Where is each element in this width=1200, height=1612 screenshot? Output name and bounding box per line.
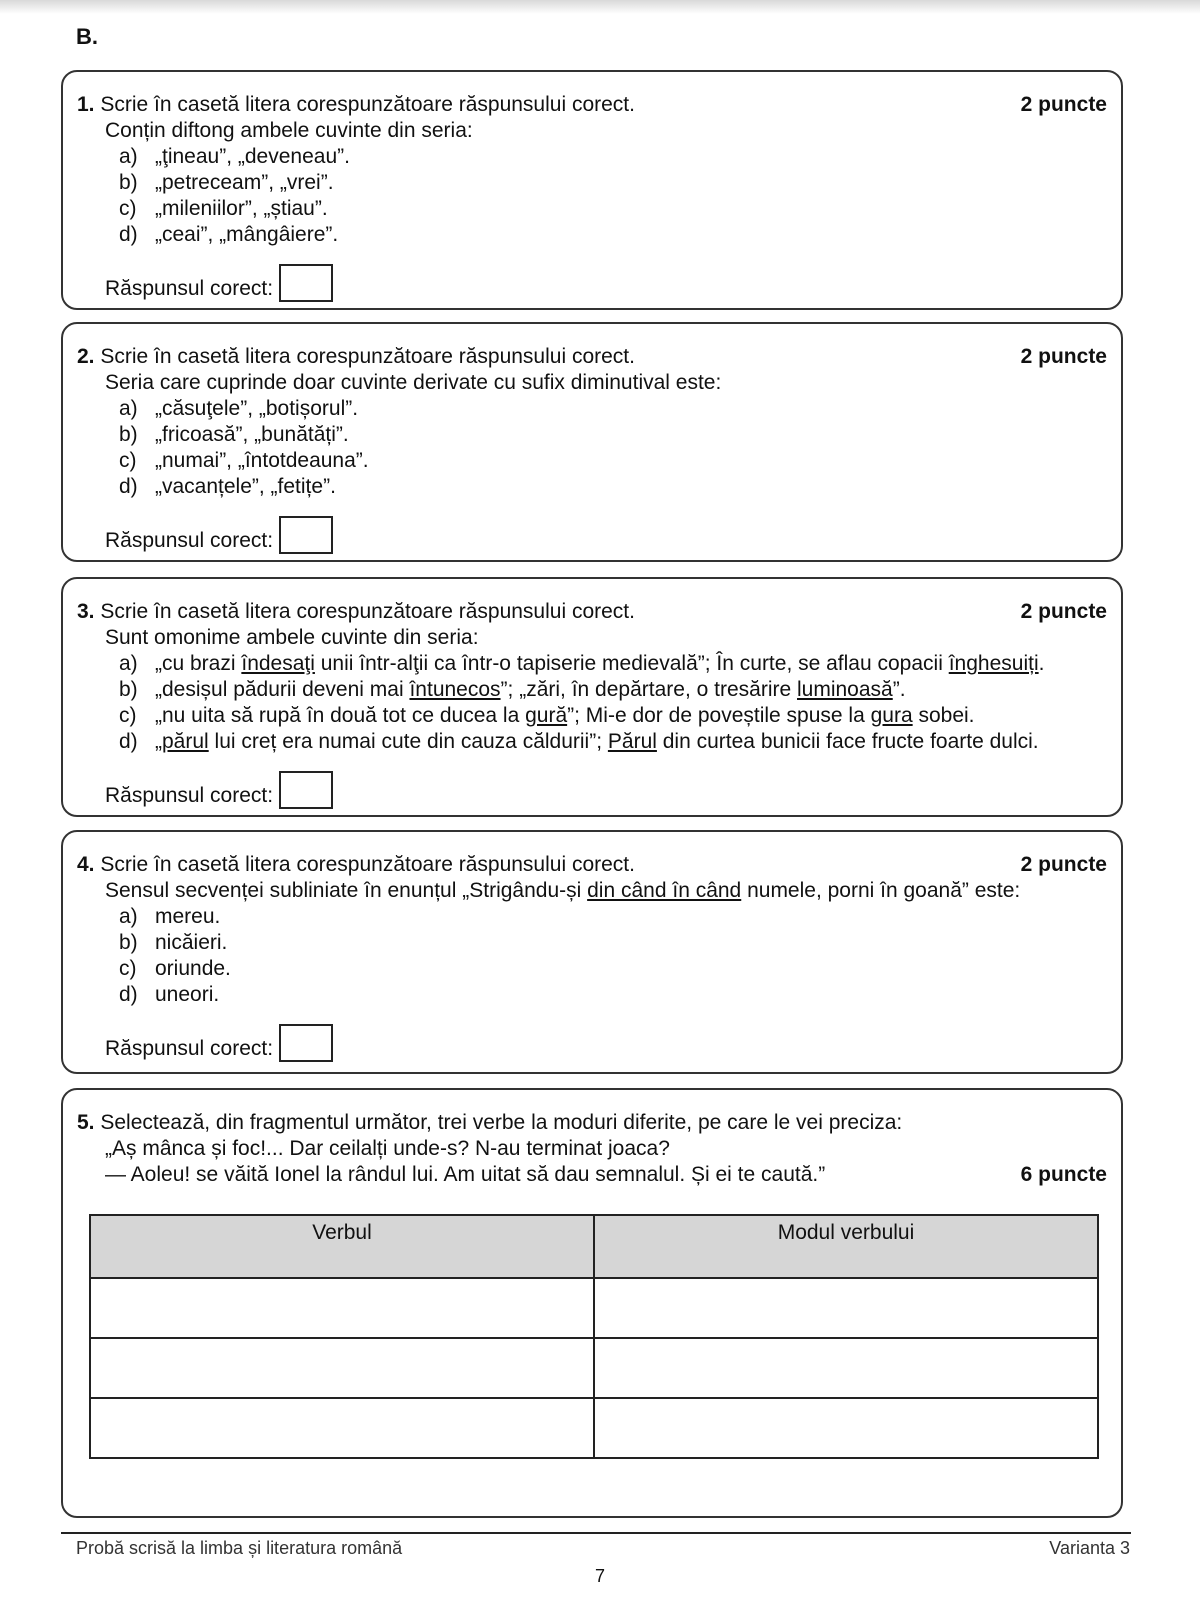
answer-label: Răspunsul corect:	[105, 784, 274, 807]
option-letter: a)	[119, 652, 138, 675]
option-text: „petreceam”, „vrei”.	[155, 171, 334, 194]
option-c	[77, 448, 1107, 474]
option-a	[77, 144, 1107, 170]
question-points: 2 puncte	[1020, 93, 1107, 116]
column-header-mood: Modul verbului	[594, 1215, 1098, 1278]
question-4-box	[61, 830, 1123, 1074]
underlined-word: Părul	[607, 730, 657, 753]
page-number: 7	[594, 1566, 605, 1586]
option-b	[77, 422, 1107, 448]
option-letter: d)	[119, 730, 138, 753]
option-text-part: „desișul pădurii deveni mai	[155, 678, 410, 701]
option-letter: b)	[119, 423, 138, 446]
option-text: „căsuţele”, „botișorul”.	[155, 397, 359, 420]
question-number: 1.	[77, 93, 95, 116]
mood-cell[interactable]	[594, 1338, 1098, 1398]
option-c	[77, 196, 1107, 222]
option-letter: c)	[119, 197, 137, 220]
answer-label: Răspunsul corect:	[105, 1037, 274, 1060]
option-d	[77, 982, 1107, 1008]
question-points: 2 puncte	[1020, 853, 1107, 876]
underlined-word: părul	[162, 730, 209, 753]
answer-box[interactable]	[279, 264, 333, 302]
option-text-part: .	[1038, 652, 1045, 675]
option-letter: b)	[119, 171, 138, 194]
question-points: 6 puncte	[1020, 1163, 1107, 1186]
question-1-box	[61, 70, 1123, 310]
answer-row	[77, 771, 1107, 809]
table-header-row	[90, 1215, 1098, 1278]
option-text-part: „nu uita să rupă în două tot ce ducea la	[155, 704, 526, 727]
option-text: uneori.	[155, 983, 220, 1006]
prompt-part: numele, porni în goană” este:	[741, 879, 1021, 902]
answer-row	[77, 516, 1107, 554]
mood-cell[interactable]	[594, 1278, 1098, 1338]
option-letter: c)	[119, 957, 137, 980]
option-text: „ţineau”, „deveneau”.	[155, 145, 350, 168]
page-top-shadow	[0, 0, 1200, 14]
option-text: „vacanțele”, „fetițe”.	[155, 475, 336, 498]
option-letter: a)	[119, 145, 138, 168]
question-instruction: Selectează, din fragmentul următor, trei verbe la moduri diferite, pe care le vei preciza:	[100, 1111, 903, 1134]
option-b	[77, 677, 1107, 703]
verb-cell[interactable]	[90, 1278, 594, 1338]
question-points: 2 puncte	[1020, 600, 1107, 623]
answer-box[interactable]	[279, 771, 333, 809]
underlined-word: gură	[525, 704, 568, 727]
question-prompt	[77, 878, 1107, 904]
option-letter: d)	[119, 223, 138, 246]
underlined-word: înghesuiți	[948, 652, 1039, 675]
underlined-word: gura	[870, 704, 913, 727]
question-5-box	[61, 1088, 1123, 1518]
option-text-part: sobei.	[912, 704, 975, 727]
option-text-part: „cu brazi	[155, 652, 242, 675]
answer-label: Răspunsul corect:	[105, 277, 274, 300]
question-number: 4.	[77, 853, 95, 876]
prompt-part: Sensul secvenței subliniate în enunțul „Strigându-și	[105, 879, 588, 902]
option-c	[77, 703, 1107, 729]
option-b	[77, 930, 1107, 956]
footer-divider	[61, 1532, 1131, 1534]
option-letter: c)	[119, 704, 137, 727]
question-header	[77, 599, 1107, 625]
question-prompt: Sunt omonime ambele cuvinte din seria:	[105, 626, 479, 649]
table-row	[90, 1278, 1098, 1338]
option-text: „fricoasă”, „bunătăți”.	[155, 423, 349, 446]
option-text: nicăieri.	[155, 931, 228, 954]
option-letter: d)	[119, 983, 138, 1006]
verb-cell[interactable]	[90, 1338, 594, 1398]
question-instruction: Scrie în casetă litera corespunzătoare răspunsului corect.	[100, 93, 635, 116]
option-text: „numai”, „întotdeauna”.	[155, 449, 369, 472]
mood-cell[interactable]	[594, 1398, 1098, 1458]
question-instruction: Scrie în casetă litera corespunzătoare răspunsului corect.	[100, 600, 635, 623]
underlined-word: îndesaţi	[241, 652, 315, 675]
underlined-sequence: din când în când	[587, 879, 742, 902]
option-text-part: ”; Mi-e dor de poveștile spuse la	[567, 704, 871, 727]
option-c	[77, 956, 1107, 982]
question-prompt: Seria care cuprinde doar cuvinte derivate cu sufix diminutival este:	[105, 371, 722, 394]
question-header	[77, 852, 1107, 878]
option-text: oriunde.	[155, 957, 231, 980]
answer-row	[77, 1024, 1107, 1062]
fragment-line-2-row	[77, 1162, 1107, 1188]
question-points: 2 puncte	[1020, 345, 1107, 368]
option-d	[77, 222, 1107, 248]
underlined-word: întunecos	[409, 678, 501, 701]
fragment-line-1: „Aș mânca și foc!... Dar ceilalți unde-s? N-au terminat joaca?	[105, 1137, 670, 1160]
question-instruction: Scrie în casetă litera corespunzătoare răspunsului corect.	[100, 853, 635, 876]
verb-cell[interactable]	[90, 1398, 594, 1458]
option-text: „mileniilor”, „știau”.	[155, 197, 328, 220]
answer-row	[77, 264, 1107, 302]
option-a	[77, 904, 1107, 930]
answer-label: Răspunsul corect:	[105, 529, 274, 552]
footer-variant: Varianta 3	[1049, 1538, 1130, 1558]
option-text-part: din curtea bunicii face fructe foarte dulci.	[656, 730, 1039, 753]
option-letter: c)	[119, 449, 137, 472]
option-a	[77, 651, 1107, 677]
question-number: 3.	[77, 600, 95, 623]
option-d	[77, 729, 1107, 755]
question-3-box	[61, 577, 1123, 817]
verbs-table	[89, 1214, 1099, 1459]
option-text-part: ”.	[892, 678, 906, 701]
answer-box[interactable]	[279, 516, 333, 554]
option-letter: d)	[119, 475, 138, 498]
question-header	[77, 1110, 1107, 1136]
section-label: B.	[76, 24, 98, 49]
question-header	[77, 92, 1107, 118]
option-b	[77, 170, 1107, 196]
option-text: mereu.	[155, 905, 221, 928]
question-number: 2.	[77, 345, 95, 368]
option-a	[77, 396, 1107, 422]
option-text-part: ”; „zări, în depărtare, o tresărire	[500, 678, 797, 701]
option-text: „ceai”, „mângâiere”.	[155, 223, 339, 246]
option-letter: a)	[119, 905, 138, 928]
question-header	[77, 344, 1107, 370]
option-text-part: lui creț era numai cute din cauza căldurii”;	[208, 730, 608, 753]
question-2-box	[61, 322, 1123, 562]
option-d	[77, 474, 1107, 500]
table-row	[90, 1398, 1098, 1458]
option-letter: a)	[119, 397, 138, 420]
question-number: 5.	[77, 1111, 95, 1134]
option-letter: b)	[119, 678, 138, 701]
table-row	[90, 1338, 1098, 1398]
fragment-line-2: — Aoleu! se văită Ionel la rândul lui. Am uitat să dau semnalul. Și ei te caută.”	[105, 1163, 826, 1186]
column-header-verb: Verbul	[90, 1215, 594, 1278]
question-prompt: Conțin diftong ambele cuvinte din seria:	[105, 119, 473, 142]
underlined-word: luminoasă	[797, 678, 893, 701]
question-instruction: Scrie în casetă litera corespunzătoare răspunsului corect.	[100, 345, 635, 368]
option-text-part: unii într-alţii ca într-o tapiserie medievală”; În curte, se aflau copacii	[314, 652, 949, 675]
option-text-part: „	[155, 730, 162, 753]
footer-exam-title: Probă scrisă la limba și literatura română	[76, 1538, 403, 1558]
option-letter: b)	[119, 931, 138, 954]
answer-box[interactable]	[279, 1024, 333, 1062]
